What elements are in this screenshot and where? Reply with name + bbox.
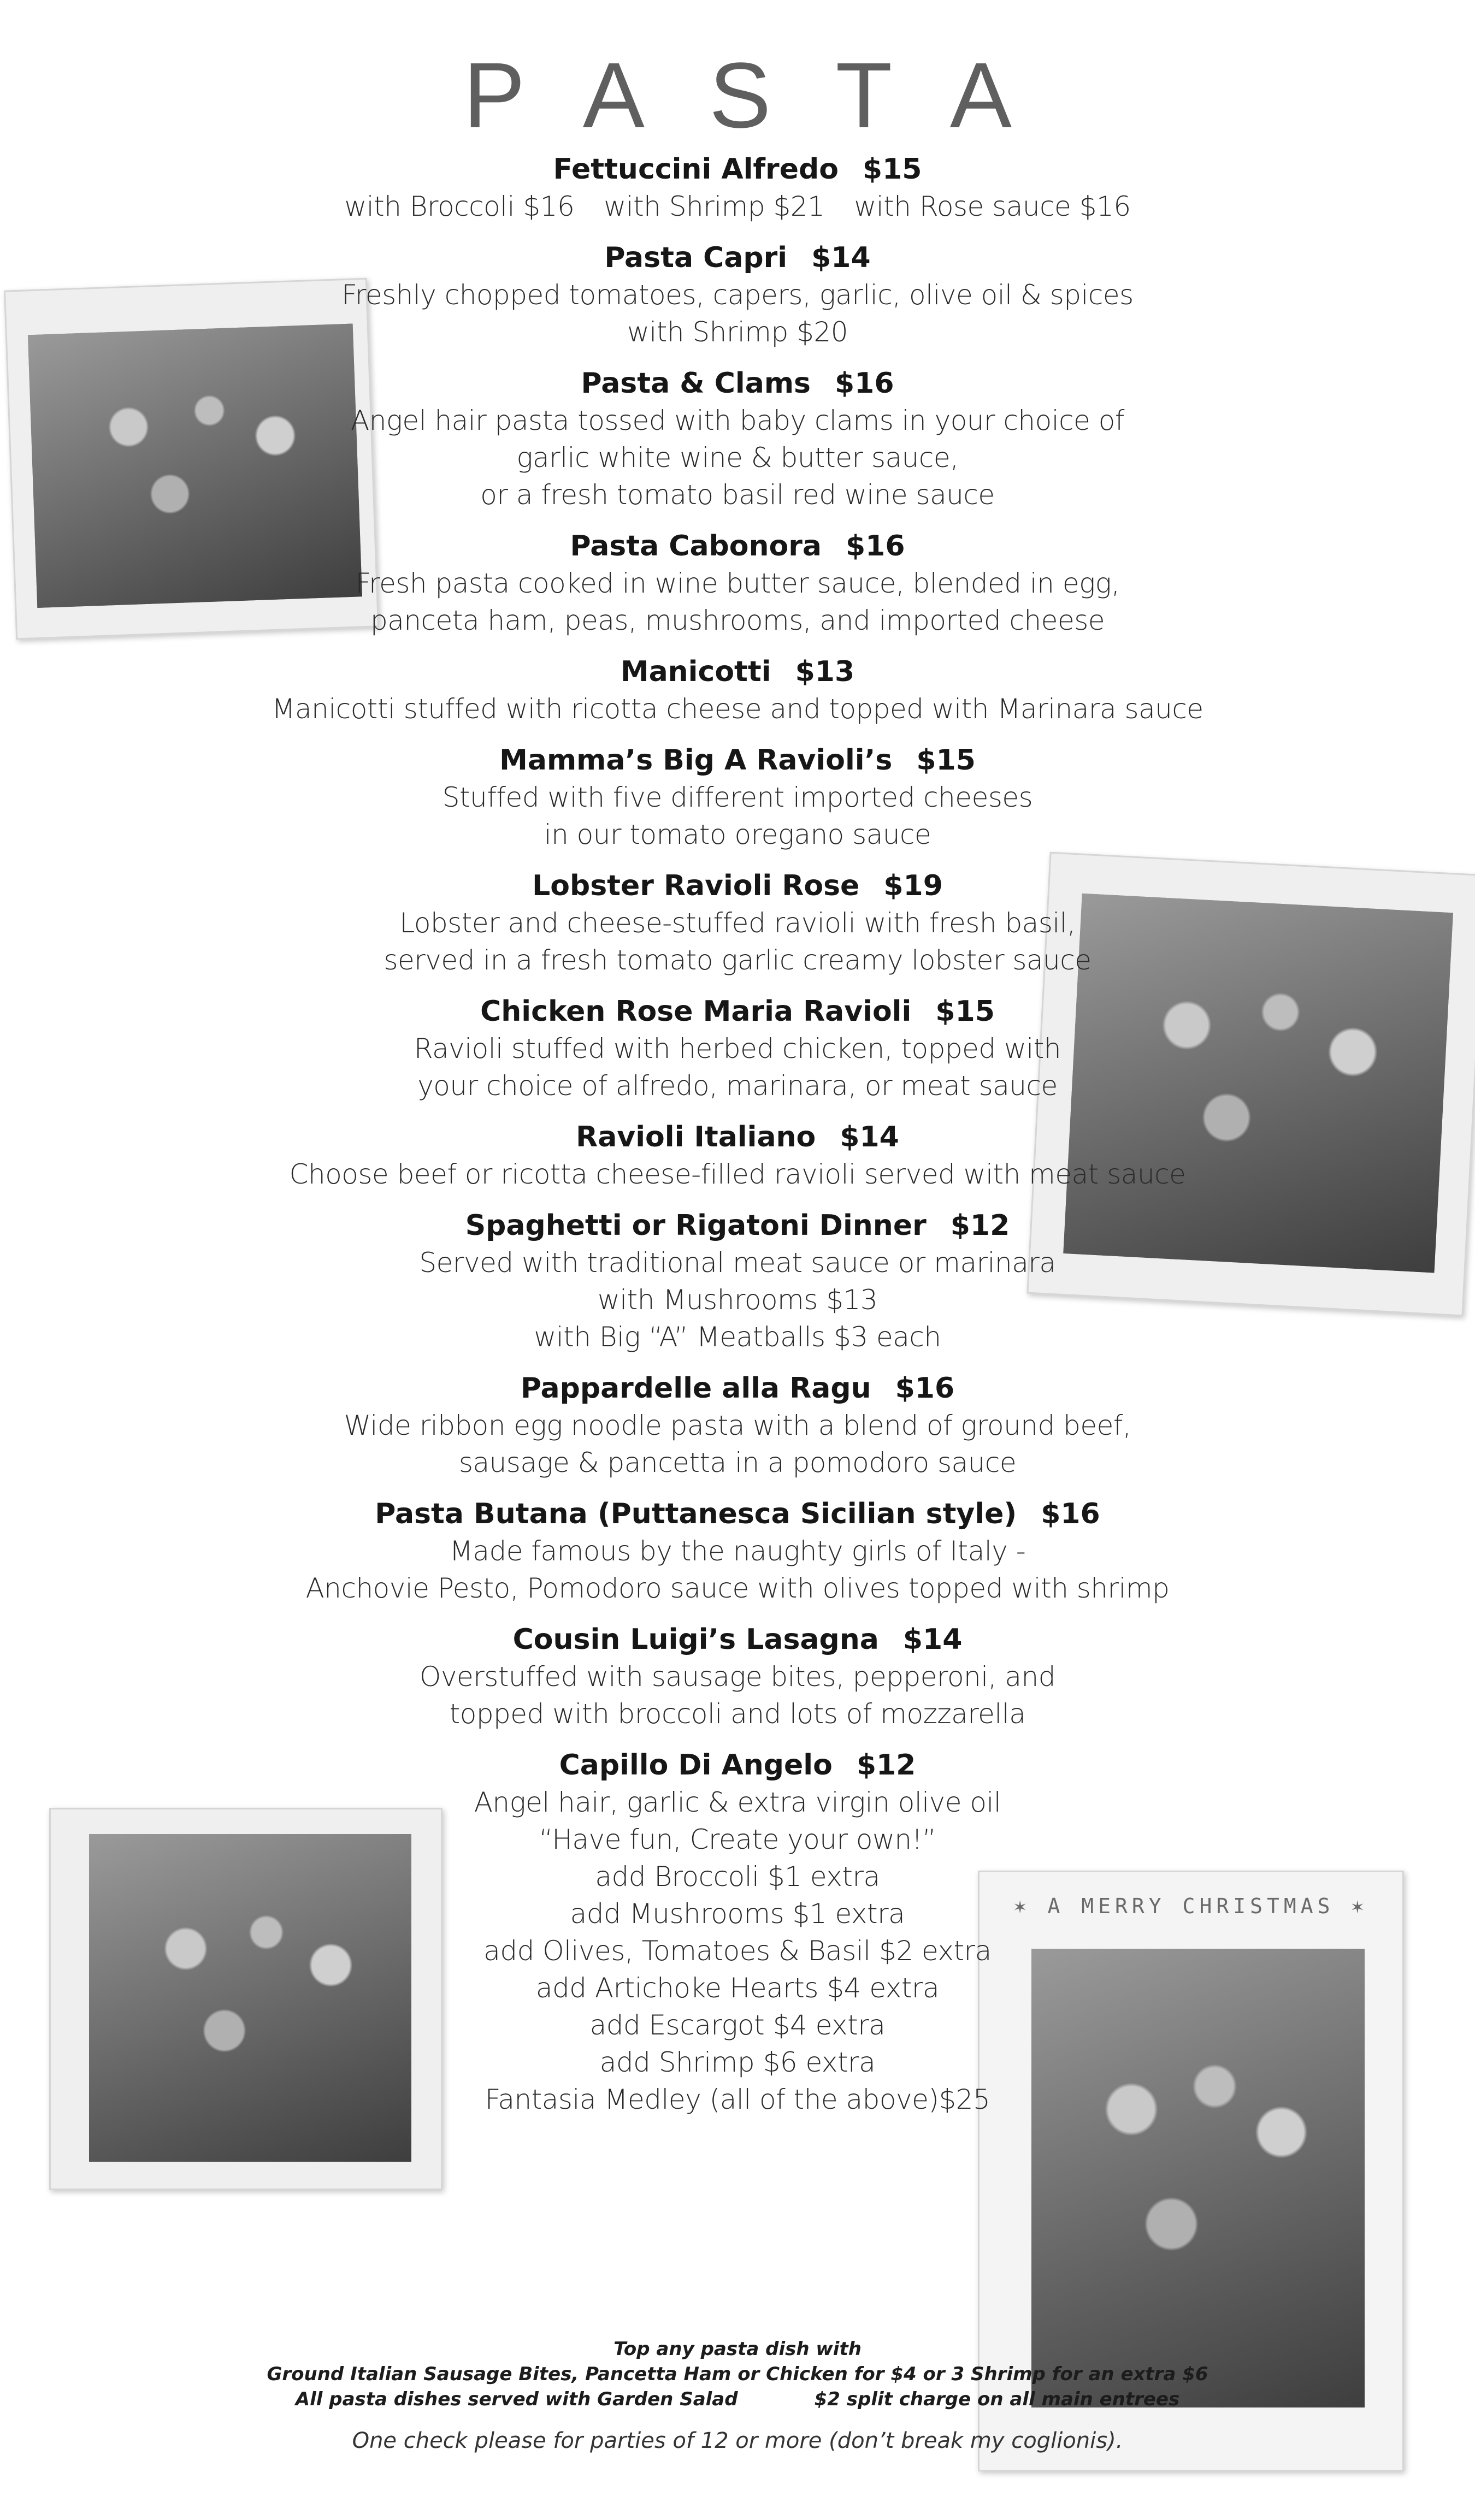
item-name: Ravioli Italiano $14 (576, 1121, 899, 1153)
item-options: with Broccoli $16 with Shrimp $21 with Rose sauce $16 (344, 191, 1131, 222)
item-name: Manicotti $13 (620, 655, 855, 688)
item-name: Cousin Luigi’s Lasagna $14 (512, 1623, 963, 1656)
menu-item: Pasta Capri $14 Freshly chopped tomatoes, capers, garlic, olive oil & spices with Shrimp $20 (0, 239, 1475, 351)
item-name: Pasta Butana (Puttanesca Sicilian style) $16 (375, 1498, 1100, 1530)
item-name: Pasta & Clams $16 (581, 367, 894, 400)
menu-item: Mamma’s Big A Ravioli’s $15 Stuffed with five different imported cheeses in our tomato oregano sauce (0, 742, 1475, 853)
item-name: Pappardelle alla Ragu $16 (520, 1372, 955, 1405)
item-name: Pasta Capri $14 (604, 241, 871, 274)
item-name: Fettuccini Alfredo $15 (553, 153, 922, 186)
menu-item: Chicken Rose Maria Ravioli $15 Ravioli stuffed with herbed chicken, topped with your choice of alfredo, marinara, or meat sauce (0, 993, 1475, 1104)
footer-topping-heading: Top any pasta dish with (613, 2338, 862, 2360)
item-name: Pasta Cabonora $16 (570, 530, 905, 563)
menu-item: Capillo Di Angelo $12 Angel hair, garlic & extra virgin olive oil “Have fun, Create your own!” add Broccoli $1 extra add Mushrooms $1 extra add Olives, Tomatoes & Basil $2 extra add Artichoke Hearts $4 extra add Escargot $4 extra add Shrimp $6 extra Fantasia Medley (all of the above)$25 (0, 1747, 1475, 2118)
menu-item: Pasta Cabonora $16 Fresh pasta cooked in wine butter sauce, blended in egg, panceta ham, peas, mushrooms, and imported cheese (0, 528, 1475, 639)
page-title: PASTA (463, 44, 1077, 147)
menu-item: Cousin Luigi’s Lasagna $14 Overstuffed with sausage bites, pepperoni, and topped with broccoli and lots of mozzarella (0, 1621, 1475, 1732)
menu-item: Ravioli Italiano $14 Choose beef or ricotta cheese-filled ravioli served with meat sauce (0, 1119, 1475, 1193)
menu-item: Pappardelle alla Ragu $16 Wide ribbon egg noodle pasta with a blend of ground beef, sausage & pancetta in a pomodoro sauce (0, 1370, 1475, 1481)
item-name: Mamma’s Big A Ravioli’s $15 (499, 744, 976, 777)
menu-item: Spaghetti or Rigatoni Dinner $12 Served with traditional meat sauce or marinara with Mushrooms $13 with Big “A” Meatballs $3 each (0, 1207, 1475, 1356)
menu-item (0, 151, 1475, 225)
menu-list (0, 151, 1475, 2118)
footer-topping-options: Ground Italian Sausage Bites, Pancetta Ham or Chicken for $4 or 3 Shrimp for an extra $6 (267, 2363, 1208, 2385)
item-name: Capillo Di Angelo $12 (559, 1749, 916, 1782)
menu-item: Pasta Butana (Puttanesca Sicilian style) $16 Made famous by the naughty girls of Italy - Anchovie Pesto, Pomodoro sauce with olives topped with shrimp (0, 1495, 1475, 1607)
menu-item: Manicotti $13 Manicotti stuffed with ricotta cheese and topped with Marinara sauce (0, 653, 1475, 727)
footer-check-policy: One check please for parties of 12 or more (don’t break my coglionis). (352, 2428, 1123, 2453)
item-name: Lobster Ravioli Rose $19 (532, 869, 943, 902)
menu-item: Lobster Ravioli Rose $19 Lobster and cheese-stuffed ravioli with fresh basil, served in a fresh tomato garlic creamy lobster sauce (0, 867, 1475, 979)
item-name: Chicken Rose Maria Ravioli $15 (480, 995, 995, 1028)
christmas-caption: ✶ A MERRY CHRISTMAS ✶ (1013, 1894, 1368, 1918)
item-name: Spaghetti or Rigatoni Dinner $12 (465, 1209, 1010, 1242)
menu-item: Pasta & Clams $16 Angel hair pasta tossed with baby clams in your choice of garlic white wine & butter sauce, or a fresh tomato basil red wine sauce (0, 365, 1475, 513)
footer-salad-split: All pasta dishes served with Garden Salad $2 split charge on all main entrees (295, 2388, 1180, 2410)
